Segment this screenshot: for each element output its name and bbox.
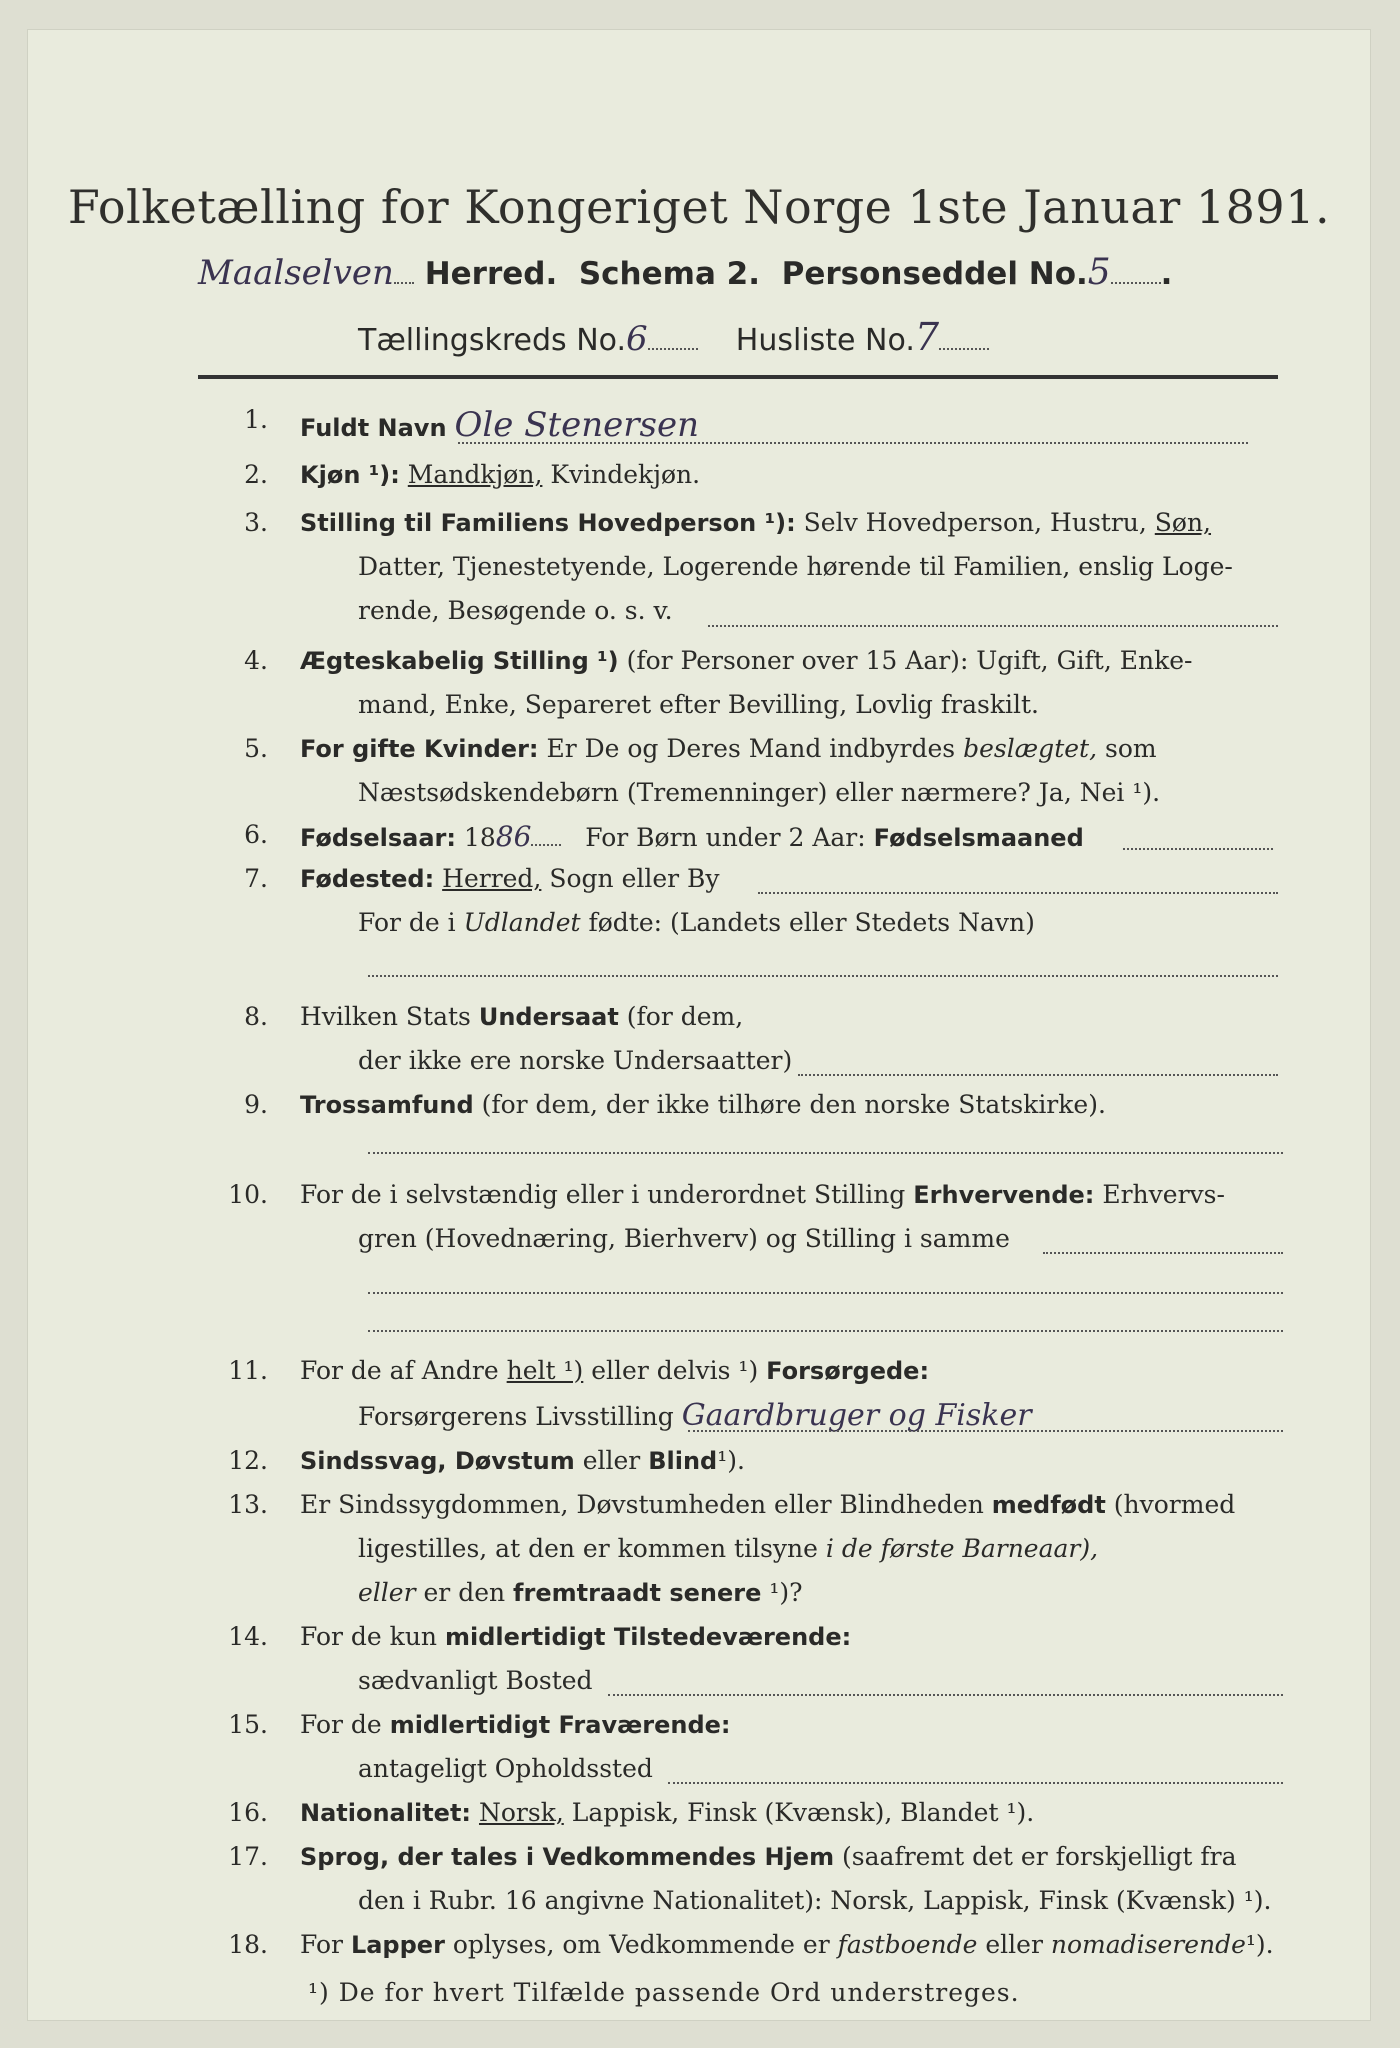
year-prefix: 18: [463, 823, 496, 852]
item-label: Fødselsaar:: [300, 824, 456, 852]
item-label: Undersaat: [478, 1003, 619, 1031]
item-number: 14.: [228, 1622, 268, 1651]
fill-line: [798, 1074, 1278, 1076]
item-text: oplyses, om Vedkommende er: [452, 1930, 830, 1959]
item-text: antageligt Opholdssted: [358, 1754, 653, 1783]
item-number: 9.: [244, 1090, 268, 1119]
fill-line: [1123, 848, 1273, 850]
item-text: eller: [582, 1446, 641, 1475]
item-number: 18.: [228, 1930, 268, 1959]
item-label: Sindssvag, Døvstum: [300, 1447, 575, 1475]
fill-line: [368, 1330, 1283, 1332]
herred-label: Herred.: [424, 256, 558, 292]
form-title: Folketælling for Kongeriget Norge 1ste Januar 1891.: [67, 180, 1331, 234]
fill-line: [1043, 1252, 1283, 1254]
item-text: ¹)?: [769, 1578, 803, 1607]
item-text: rende, Besøgende o. s. v.: [358, 596, 673, 625]
forsorger-livsstilling-value: Gaardbruger og Fisker: [681, 1398, 1032, 1433]
item-number: 1.: [244, 405, 268, 434]
item-text: For de kun: [300, 1622, 438, 1651]
personseddel-label: Personseddel No.: [781, 256, 1088, 292]
form-subheader-2: [358, 315, 1158, 359]
item-number: 7.: [244, 864, 268, 893]
personseddel-no: 5: [1087, 252, 1111, 293]
fill-line: [368, 1152, 1283, 1154]
item-text: For Børn under 2 Aar:: [585, 823, 866, 852]
item-number: 13.: [228, 1490, 268, 1519]
item-text: ¹).: [1245, 1930, 1274, 1959]
kreds-label: Tællingskreds No.: [358, 323, 626, 358]
item-text: Udlandet: [463, 908, 581, 937]
item-text: Næstsødskendebørn (Tremenninger) eller nærmere? Ja, Nei ¹).: [358, 778, 1161, 807]
fodested-selected: Herred,: [442, 864, 542, 893]
item-label: Lapper: [350, 1931, 445, 1959]
item-text: der ikke ere norske Undersaatter): [358, 1046, 793, 1075]
item-text: eller delvis ¹): [591, 1356, 759, 1385]
item-text: For de i: [358, 908, 456, 937]
item-text: (hvormed: [1113, 1490, 1236, 1519]
item-number: 6.: [244, 820, 268, 849]
item-text: (for dem,: [626, 1002, 744, 1031]
item-text: eller: [985, 1930, 1043, 1959]
item-number: 3.: [244, 508, 268, 537]
item-text: Er De og Deres Mand indbyrdes: [546, 734, 956, 763]
item-number: 2.: [244, 460, 268, 489]
item-number: 4.: [244, 646, 268, 675]
item-label: Erhvervende:: [913, 1181, 1095, 1209]
item-text: eller: [358, 1578, 416, 1607]
item-text: i de første Barneaar),: [825, 1534, 1099, 1563]
item-number: 8.: [244, 1002, 268, 1031]
item-label: medfødt: [991, 1491, 1106, 1519]
stilling-selected: Søn,: [1154, 508, 1212, 537]
kjon-selected: Mandkjøn,: [407, 460, 543, 489]
herred-name: Maalselven: [198, 253, 394, 293]
item-label: Fødested:: [300, 865, 435, 893]
item-text: beslægtet,: [963, 734, 1098, 763]
item-number: 12.: [228, 1446, 268, 1475]
item-label: Blind: [648, 1447, 718, 1475]
item-text: Hvilken Stats: [300, 1002, 471, 1031]
item-label: Nationalitet:: [300, 1799, 472, 1827]
item-label: fremtraadt senere: [513, 1579, 762, 1607]
item-text: den i Rubr. 16 angivne Nationalitet): Norsk, Lappisk, Finsk (Kvænsk) ¹).: [358, 1886, 1272, 1915]
item-text: (for dem, der ikke tilhøre den norske Statskirke).: [481, 1090, 1106, 1119]
item-text: nomadiserende: [1050, 1930, 1246, 1959]
fill-line: [608, 1694, 1283, 1696]
nationalitet-selected: Norsk,: [478, 1798, 564, 1827]
item-text: Erhvervs-: [1102, 1180, 1225, 1209]
footnote: ¹) De for hvert Tilfælde passende Ord understreges.: [308, 1978, 1020, 2007]
item-text: (for Personer over 15 Aar): Ugift, Gift, Enke-: [626, 646, 1193, 675]
header-rule: [198, 375, 1278, 379]
item-label: midlertidigt Fraværende:: [389, 1711, 731, 1739]
item-text: Selv Hovedperson, Hustru,: [803, 508, 1147, 537]
item-text: Sogn eller By: [549, 864, 720, 893]
fill-line: [758, 892, 1278, 894]
fill-line: [368, 1292, 1283, 1294]
item-text: ¹).: [717, 1446, 745, 1475]
item-label: Forsørgede:: [766, 1357, 930, 1385]
forsorget-selected: helt ¹): [506, 1356, 584, 1385]
item-label: Sprog, der tales i Vedkommendes Hjem: [300, 1843, 835, 1871]
item-number: 17.: [228, 1842, 268, 1871]
item-label: midlertidigt Tilstedeværende:: [444, 1623, 852, 1651]
form-subheader: Maalselven Herred. Schema 2. Personseddel No.5 .: [198, 252, 1173, 293]
fill-line: [458, 442, 1248, 444]
item-number: 15.: [228, 1710, 268, 1739]
item-text: fastboende: [837, 1930, 978, 1959]
item-text: Forsørgerens Livsstilling: [358, 1402, 674, 1431]
item-number: 16.: [228, 1798, 268, 1827]
item-text: For de i selvstændig eller i underordnet Stilling: [300, 1180, 906, 1209]
fill-line: [668, 1782, 1283, 1784]
item-label: Ægteskabelig Stilling ¹): [300, 647, 619, 675]
item-text: For: [300, 1930, 343, 1959]
item-number: 10.: [228, 1180, 268, 1209]
item-number: 5.: [244, 734, 268, 763]
item-label: For gifte Kvinder:: [300, 735, 539, 763]
fill-line: [688, 1430, 1283, 1432]
item-label: Fødselsmaaned: [873, 824, 1084, 852]
fodselsaar-value: 86: [495, 820, 532, 853]
item-text: mand, Enke, Separeret efter Bevilling, Lovlig fraskilt.: [358, 690, 1039, 719]
item-number: 11.: [228, 1356, 268, 1385]
husliste-label: Husliste No.: [735, 323, 915, 358]
item-text: Er Sindssygdommen, Døvstumheden eller Blindheden: [300, 1490, 984, 1519]
item-text: Datter, Tjenestetyende, Logerende hørende til Familien, enslig Loge-: [358, 552, 1233, 581]
kjon-option: Kvindekjøn.: [550, 460, 701, 489]
fuldt-navn-value: Ole Stenersen: [454, 405, 699, 445]
item-text: (saafremt det er forskjelligt fra: [842, 1842, 1237, 1871]
item-text: For de: [300, 1710, 382, 1739]
kreds-no: 6: [626, 319, 648, 359]
item-text: er den: [423, 1578, 506, 1607]
husliste-no: 7: [914, 315, 940, 359]
fill-line: [708, 625, 1278, 627]
item-label: Stilling til Familiens Hovedperson ¹):: [300, 509, 796, 537]
item-label: Kjøn ¹):: [300, 461, 400, 489]
item-label: Trossamfund: [300, 1091, 474, 1119]
item-text: ligestilles, at den er kommen tilsyne: [358, 1534, 818, 1563]
item-text: sædvanligt Bosted: [358, 1666, 593, 1695]
item-label: Fuldt Navn: [300, 414, 447, 442]
item-text: For de af Andre: [300, 1356, 499, 1385]
item-text: fødte: (Landets eller Stedets Navn): [588, 908, 1035, 937]
fill-line: [368, 975, 1278, 977]
item-text: Lappisk, Finsk (Kvænsk), Blandet ¹).: [571, 1798, 1035, 1827]
census-form: [28, 30, 1370, 2020]
schema-label: Schema 2.: [578, 256, 760, 292]
item-text: som: [1104, 734, 1157, 763]
item-text: gren (Hovednæring, Bierhverv) og Stilling i samme: [358, 1224, 1010, 1253]
